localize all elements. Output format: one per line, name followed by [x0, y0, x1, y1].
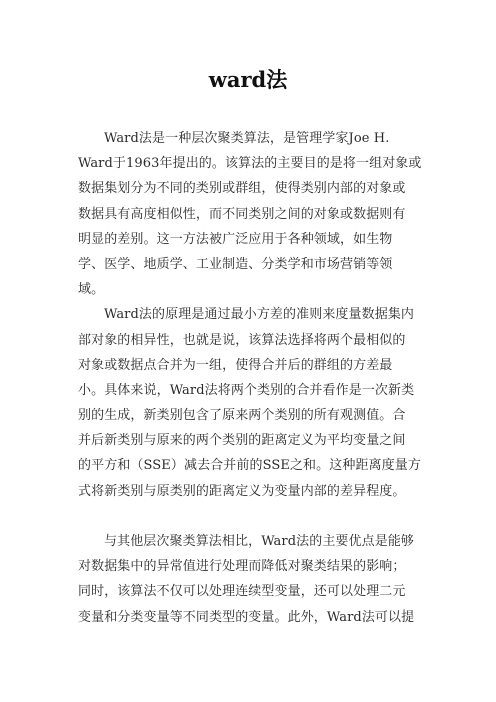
- text-line: 明显的差别。这一方法被广泛应用于各种领域，如生物: [78, 231, 393, 247]
- text-line: Ward于1963年提出的。该算法的主要目的是将一组对象或: [78, 156, 422, 172]
- text-line: 别的生成，新类别包含了原来两个类别的所有观测值。合: [78, 408, 406, 424]
- text-line: 对象或数据点合并为一组，使得合并后的群组的方差最: [78, 357, 393, 373]
- text-line: 并后新类别与原来的两个类别的距离定义为平均变量之间: [78, 433, 406, 449]
- text-line: Ward法的原理是通过最小方差的准则来度量数据集内: [104, 307, 415, 323]
- document-title: ward法: [208, 67, 288, 92]
- text-line: 的平方和（SSE）减去合并前的SSE之和。这种距离度量方: [78, 458, 421, 474]
- text-line: [78, 504, 418, 529]
- document-body: [78, 126, 422, 630]
- text-line: 同时，该算法不仅可以处理连续型变量，还可以处理二元: [78, 584, 406, 600]
- text-line: Ward法是一种层次聚类算法，是管理学家Joe H.: [104, 131, 390, 146]
- paragraph-2: [78, 302, 421, 529]
- text-line: 对数据集中的异常值进行处理而降低对聚类结果的影响；: [78, 559, 406, 575]
- text-line: 变量和分类变量等不同类型的变量。此外，Ward法可以提: [78, 609, 415, 625]
- text-line: 数据集划分为不同的类别或群组，使得类别内部的对象或: [78, 181, 406, 197]
- text-line: 式将新类别与原类别的距离定义为变量内部的差异程度。: [78, 483, 406, 499]
- text-line: 域。: [78, 282, 105, 298]
- paragraph-3: [78, 529, 418, 630]
- text-line: 数据具有高度相似性，而不同类别之间的对象或数据则有: [78, 206, 406, 222]
- text-line: 与其他层次聚类算法相比，Ward法的主要优点是能够: [104, 534, 415, 549]
- text-line: 部对象的相异性，也就是说，该算法选择将两个最相似的: [78, 332, 406, 348]
- text-line: 学、医学、地质学、工业制造、分类学和市场营销等领: [78, 256, 393, 272]
- paragraph-1: [78, 126, 422, 302]
- text-line: 小。具体来说，Ward法将两个类别的合并看作是一次新类: [78, 382, 415, 398]
